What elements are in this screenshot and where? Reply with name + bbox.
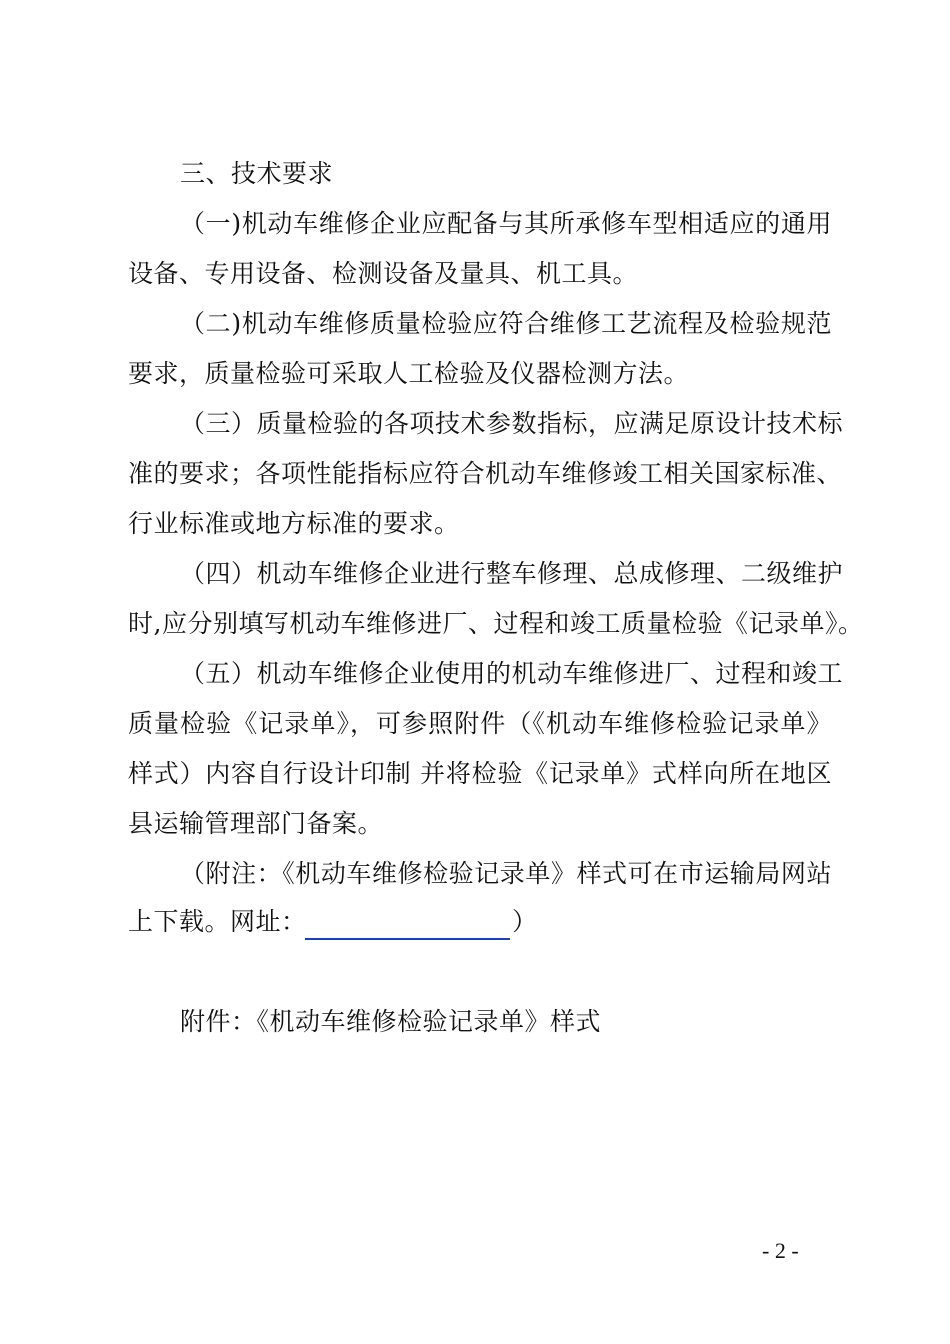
paragraph-5-line-3: 样式）内容自行设计印制 并将检验《记录单》式样向所在地区 xyxy=(128,759,832,788)
attachment-line: 附件：《机动车维修检验记录单》样式 xyxy=(180,1007,602,1036)
page-number: - 2 - xyxy=(762,1238,799,1263)
note-line-1: （附注：《机动车维修检验记录单》样式可在市运输局网站 xyxy=(180,859,832,888)
url-link-blank[interactable] xyxy=(305,938,510,940)
paragraph-3-line-3: 行业标准或地方标准的要求。 xyxy=(128,509,460,538)
paragraph-4-line-1: （四）机动车维修企业进行整车修理、总成修理、二级维护 xyxy=(180,559,844,588)
paragraph-2-line-1: （二)机动车维修质量检验应符合维修工艺流程及检验规范 xyxy=(180,309,832,338)
paragraph-4-line-2: 时,应分别填写机动车维修进厂、过程和竣工质量检验《记录单》。 xyxy=(128,609,864,638)
note-line-2: 上下载。网址： xyxy=(128,907,307,936)
note-closing-paren: ） xyxy=(512,907,538,936)
paragraph-5-line-1: （五）机动车维修企业使用的机动车维修进厂、过程和竣工 xyxy=(180,659,844,688)
paragraph-5-line-2: 质量检验《记录单》，可参照附件（《机动车维修检验记录单》 xyxy=(128,709,832,738)
paragraph-1-line-2: 设备、专用设备、检测设备及量具、机工具。 xyxy=(128,259,639,288)
paragraph-2-line-2: 要求，质量检验可采取人工检验及仪器检测方法。 xyxy=(128,359,690,388)
paragraph-3-line-2: 准的要求；各项性能指标应符合机动车维修竣工相关国家标准、 xyxy=(128,459,843,488)
paragraph-3-line-1: （三）质量检验的各项技术参数指标，应满足原设计技术标 xyxy=(180,409,844,438)
paragraph-1-line-1: （一)机动车维修企业应配备与其所承修车型相适应的通用 xyxy=(180,209,832,238)
section-heading: 三、技术要求 xyxy=(180,159,334,188)
paragraph-5-line-4: 县运输管理部门备案。 xyxy=(128,809,384,838)
